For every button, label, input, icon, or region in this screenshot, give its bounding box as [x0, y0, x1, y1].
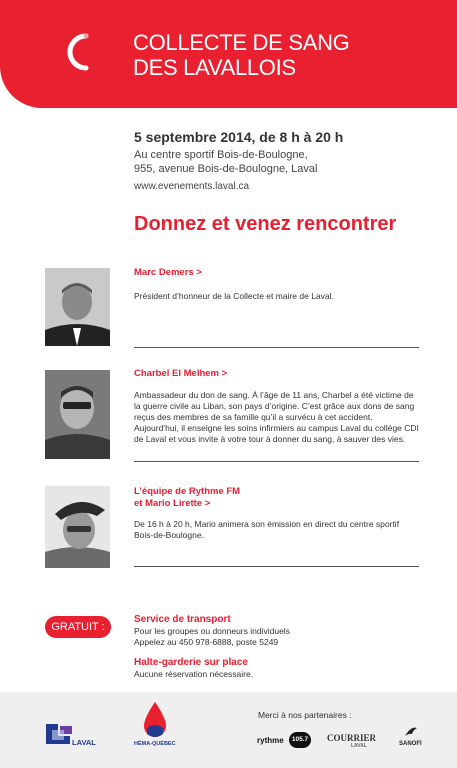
person-name-link[interactable]: Charbel El Melhem >: [134, 368, 228, 379]
courrier-logo-subtext: LAVAL: [351, 743, 367, 749]
service-description: Aucune réservation nécessaire.: [134, 669, 254, 679]
marc-demers-photo: [45, 268, 110, 346]
sanofi-logo-text: SANOFI: [399, 741, 422, 747]
mario-lirette-photo: [45, 486, 110, 568]
partners-label: Merci à nos partenaires :: [258, 710, 352, 720]
section-headline: Donnez et venez rencontrer: [134, 213, 397, 235]
event-location: Au centre sportif Bois-de-Boulogne, 955, avenue Bois-de-Boulogne, Laval: [134, 149, 318, 175]
event-url-link[interactable]: www.evenements.laval.ca: [134, 181, 250, 192]
rythme-frequency-badge: 105.7: [289, 732, 311, 748]
service-title: Service de transport: [134, 614, 231, 625]
divider: [134, 347, 419, 348]
page-title: COLLECTE DE SANG DES LAVALLOIS: [133, 30, 350, 80]
person-description: De 16 h à 20 h, Mario animera son émission en direct du centre sportif Bois-de-Boulogne.: [134, 519, 400, 540]
header-banner: [0, 0, 457, 108]
event-date: 5 septembre 2014, de 8 h à 20 h: [134, 129, 344, 145]
divider: [134, 461, 419, 462]
rythme-logo-text: rythme: [257, 736, 284, 745]
service-title: Halte-garderie sur place: [134, 657, 248, 668]
hema-quebec-drop-icon: [140, 700, 170, 740]
person-description: Président d’honneur de la Collecte et maire de Laval.: [134, 291, 334, 301]
person-description: Ambassadeur du don de sang. À l’âge de 11 ans, Charbel a été victime de la guerre civile au Liban, son pays d’origine. C’est grâce aux dons de sang reçus des membres de sa famille qu’il a survécu à cet accident. Aujourd’hui, il enseigne les soins infirmiers au campus Laval du collège CDI de Laval et vous invite à votre tour à donner du sang, à sauver des vies.: [134, 390, 419, 444]
charbel-el-melhem-photo: [45, 370, 110, 459]
service-description: Pour les groupes ou donneurs individuels Appelez au 450 978-6888, poste 5249: [134, 626, 290, 647]
person-name-link[interactable]: L’équipe de Rythme FM et Mario Lirette >: [134, 486, 241, 509]
courrier-logo-text: COURRIER: [327, 733, 377, 743]
hema-quebec-logo-text: HÉMA-QUÉBEC: [134, 741, 176, 747]
collecte-c-logo-icon: [54, 28, 94, 76]
person-name-link[interactable]: Marc Demers >: [134, 267, 202, 278]
laval-logo-text: LAVAL: [72, 738, 96, 747]
sanofi-bird-icon: [403, 724, 419, 740]
divider: [134, 566, 419, 567]
free-badge: GRATUIT :: [45, 616, 111, 638]
